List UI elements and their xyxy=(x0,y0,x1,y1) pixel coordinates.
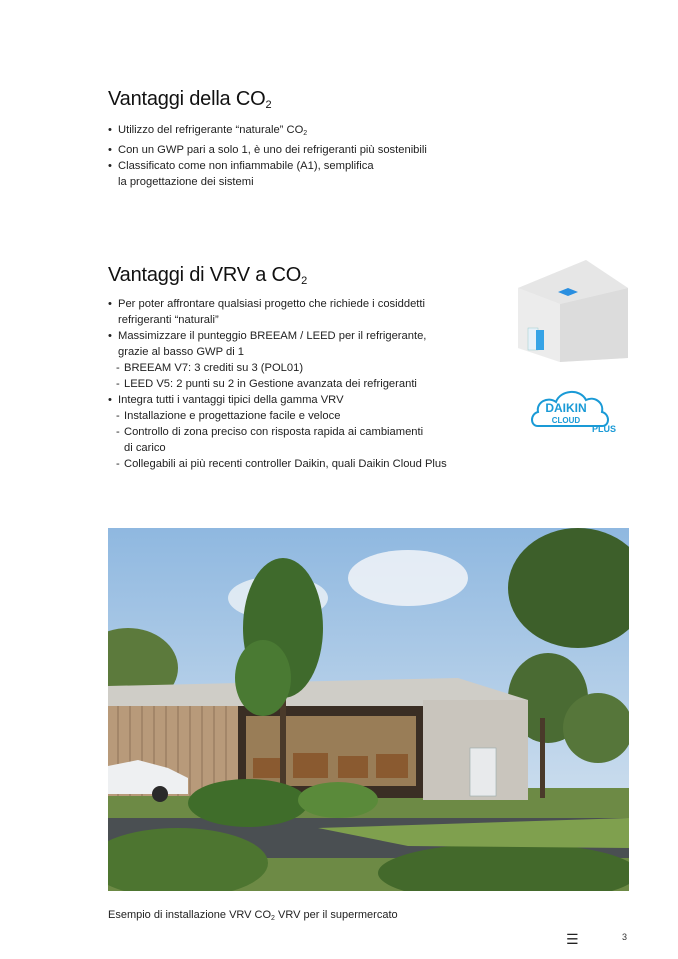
sub-list-item: - Controllo di zona preciso con risposta rapida ai cambiamenti di carico xyxy=(108,424,447,456)
supermarket-photo xyxy=(108,528,629,891)
photo-caption: Esempio di installazione VRV CO2 VRV per il supermercato xyxy=(108,909,398,922)
logo-line3: PLUS xyxy=(591,424,617,434)
page-number: 3 xyxy=(622,932,628,942)
menu-icon[interactable]: ☰ xyxy=(566,931,579,947)
list-item: • Per poter affrontare qualsiasi progetto che richiede i cosiddetti refrigeranti “naturali” xyxy=(108,296,447,328)
sub-list-item: - LEED V5: 2 punti su 2 in Gestione avanzata dei refrigeranti xyxy=(108,376,447,392)
sub-list-item: - BREEAM V7: 3 crediti su 3 (POL01) xyxy=(108,360,447,376)
co2-benefits-list xyxy=(108,122,427,190)
list-item: • Massimizzare il punteggio BREEAM / LEED per il refrigerante, grazie al basso GWP di 1 xyxy=(108,328,447,360)
list-item: • Utilizzo del refrigerante “naturale” CO2 xyxy=(108,122,427,142)
sub-list-item: - Installazione e progettazione facile e veloce xyxy=(108,408,447,424)
daikin-cloud-plus-logo xyxy=(528,382,620,436)
logo-line1: DAIKIN xyxy=(545,401,587,415)
logo-line2: CLOUD xyxy=(551,416,581,425)
list-item: • Classificato come non infiammabile (A1), semplifica la progettazione dei sistemi xyxy=(108,158,427,190)
vrv-benefits-list xyxy=(108,296,447,472)
sub-list-item: - Collegabili ai più recenti controller Daikin, quali Daikin Cloud Plus xyxy=(108,456,447,472)
section-title-vrv-co2: Vantaggi di VRV a $CO_2$ xyxy=(108,264,308,287)
list-item: • Con un GWP pari a solo 1, è uno dei refrigeranti più sostenibili xyxy=(108,142,427,158)
room-illustration xyxy=(516,258,630,364)
section-title-co2: Vantaggi della $CO_2$ xyxy=(108,88,272,111)
list-item: • Integra tutti i vantaggi tipici della gamma VRV xyxy=(108,392,447,408)
